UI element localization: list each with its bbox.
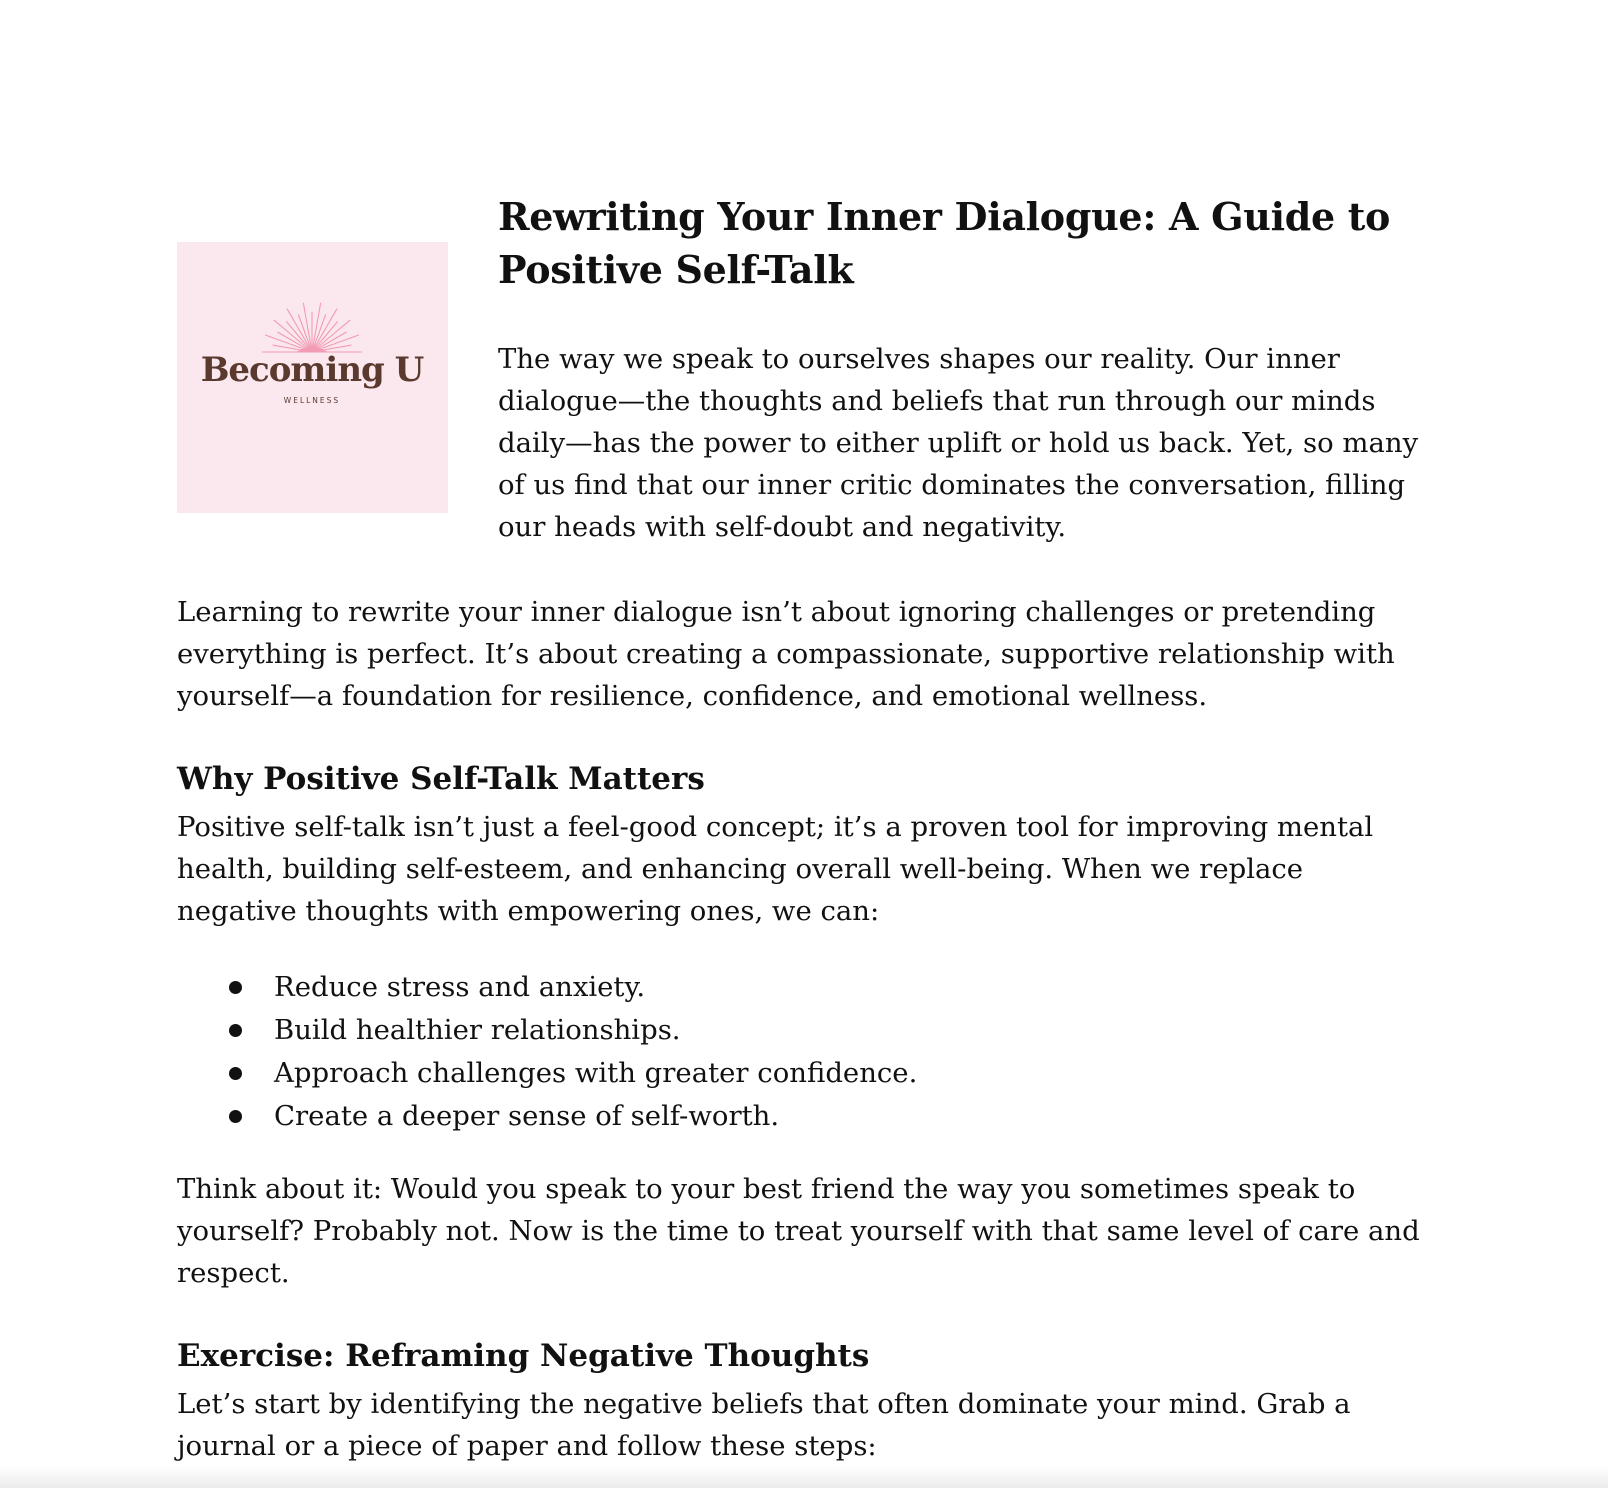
bullet-icon xyxy=(229,1067,242,1080)
article-title xyxy=(498,190,1498,296)
list-item xyxy=(177,1052,917,1095)
article-title-line-1: Rewriting Your Inner Dialogue: A Guide to xyxy=(498,194,1391,239)
section-heading-why: Why Positive Self-Talk Matters xyxy=(177,761,705,797)
sunburst-icon xyxy=(177,242,448,513)
list-item-text: Reduce stress and anxiety. xyxy=(274,971,646,1003)
list-item xyxy=(177,1095,917,1138)
list-item xyxy=(177,1009,917,1052)
logo-brand-name: Becoming U xyxy=(200,350,424,390)
list-item-text: Approach challenges with greater confidence. xyxy=(274,1057,918,1089)
page-bottom-shadow xyxy=(0,1466,1608,1488)
brand-logo xyxy=(177,242,448,513)
benefits-list xyxy=(177,966,917,1138)
section-heading-exercise: Exercise: Reframing Negative Thoughts xyxy=(177,1338,870,1374)
list-item-text: Build healthier relationships. xyxy=(274,1014,681,1046)
bullet-icon xyxy=(229,1110,242,1123)
intro-paragraph: The way we speak to ourselves shapes our reality. Our inner dialogue—the thoughts and beliefs that run through our minds daily—has the power to either uplift or hold us back. Yet, so many of us find that our inner critic dominates the conversation, filling our heads with self-doubt and negativity. xyxy=(498,343,1419,543)
bullet-icon xyxy=(229,981,242,994)
why-paragraph: Positive self-talk isn’t just a feel-good concept; it’s a proven tool for improving mental health, building self-esteem, and enhancing overall well-being. When we replace negative thoughts with empowering ones, we can: xyxy=(177,811,1374,927)
list-item-text: Create a deeper sense of self-worth. xyxy=(274,1100,780,1132)
rewrite-paragraph: Learning to rewrite your inner dialogue isn’t about ignoring challenges or pretending everything is perfect. It’s about creating a compassionate, supportive relationship with yourself—a foundation for resilience, confidence, and emotional wellness. xyxy=(177,596,1395,712)
article-title-line-2: Positive Self-Talk xyxy=(498,247,854,292)
logo-tagline: WELLNESS xyxy=(283,396,341,405)
bullet-icon xyxy=(229,1024,242,1037)
closing-paragraph: Think about it: Would you speak to your best friend the way you sometimes speak to yourself? Probably not. Now is the time to treat yourself with that same level of care and respect. xyxy=(177,1173,1420,1289)
exercise-paragraph: Let’s start by identifying the negative beliefs that often dominate your mind. Grab a journal or a piece of paper and follow these steps: xyxy=(177,1388,1351,1462)
list-item xyxy=(177,966,917,1009)
